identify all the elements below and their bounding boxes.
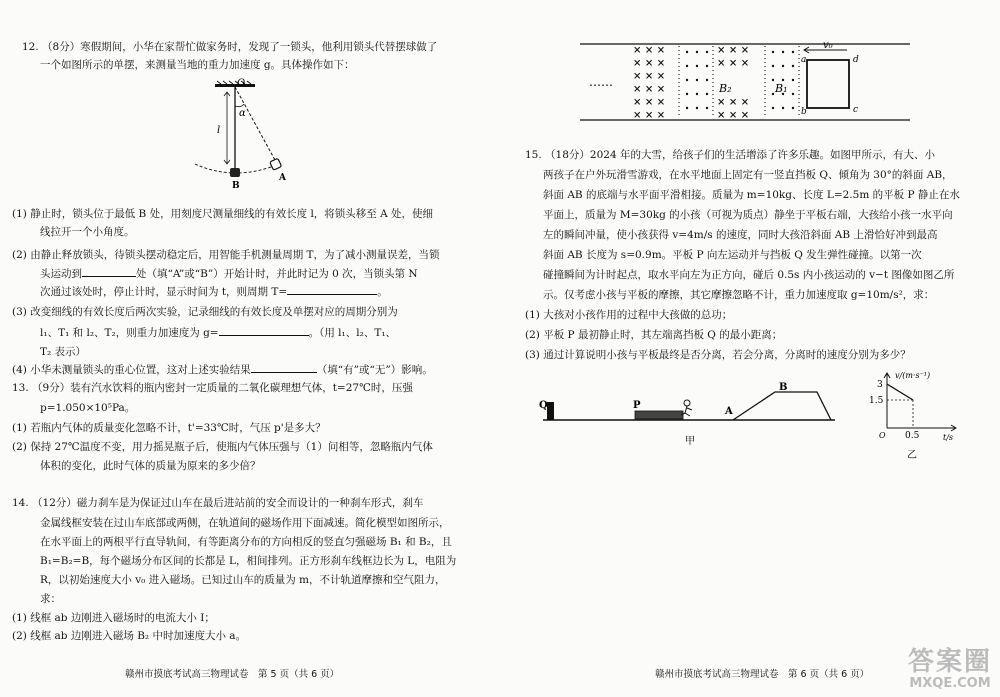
q12-part3-line2 [40,325,396,340]
q15-part1: (1) 大孩对小孩作用的过程中大孩做的总功； [525,309,733,321]
q12-part3-line3: T₂ 表示） [40,346,87,358]
q15-line5: 左的瞬间冲量，使小孩获得 v=4m/s 的速度，同时大孩沿斜面 AB 上滑恰好冲到最高 [543,229,938,241]
continuation-dots: …… [589,75,613,89]
q13-part2-cont: 体积的变化，此时气体的质量为原来的多少倍？ [40,460,261,472]
svg-text:× × ×: × × × [633,71,666,82]
footer-page6: 赣州市摸底考试高三物理试卷 第 6 页（共 6 页） [655,669,870,680]
q12-part1: (1) 静止时，锁头位于最低 B 处，用刻度尺测量细线的有效长度 l，将锁头移至 A 处，使细 [12,208,434,220]
q14-line2: 金属线框安装在过山车底部或两侧，在轨道间的磁场作用下面减速。简化模型如图所示， [40,517,450,529]
slope-ab [733,392,831,420]
q14-line1: 14. （12分）磁力刹车是为保证过山车在最后进站前的安全而设计的一种刹车形式，刹车 [12,497,424,509]
svg-text:× × ×: × × × [633,45,666,56]
q14-part2: (2) 线框 ab 边刚进入磁场 B₂ 中时加速度大小 a。 [12,630,247,642]
label-b: B [232,181,240,190]
q12-part3: (3) 改变细线的有效长度后两次实验，记录细线的有效长度及单摆对应的周期分别为 [12,306,398,318]
label-p: P [633,400,641,411]
label-c: c [853,105,859,115]
q12-heading-cont: 一个如图所示的单摆，来测量当地的重力加速度 g。具体操作如下： [40,59,355,71]
vt-graph [855,368,975,473]
q14-line6: 求： [40,593,61,605]
label-a: A [725,406,733,417]
axis-t-label: t/s [943,433,954,442]
label-a: A [279,173,286,183]
plank-p [635,411,683,419]
q13-heading: 13. （9分）装有汽水饮料的瓶内密封一定质量的二氧化碳理想气体，t=27℃时，压强 [12,382,413,394]
answer-blank [219,325,309,336]
label-b: B [779,382,788,393]
svg-text:× × ×: × × × [717,58,750,69]
q12-part1-cont: 线拉开一个小角度。 [40,226,135,238]
svg-text:× × ×: × × × [633,110,666,121]
q15-line8: 示。仅考虑小孩与平板的摩擦，其它摩擦忽略不计，重力加速度取 g=10m/s²，求： [543,289,935,301]
watermark-cn: 答案圈 [907,647,992,677]
origin-label: O [879,431,886,440]
q14-part1: (1) 线框 ab 边刚进入磁场时的电流大小 I； [12,612,215,624]
watermark-en: MXQE.COM [909,676,991,691]
q15-line2: 两孩子在户外玩滑雪游戏，在水平地面上固定有一竖直挡板 Q、倾角为 30°的斜面 AB， [543,169,953,181]
label-a: a [801,55,807,65]
label-l: l [217,125,221,136]
q15-part3: (3) 通过计算说明小孩与平板最终是否分离，若会分离，分离时的速度分别为多少？ [525,349,911,361]
axis-v-label: v/(m·s⁻¹) [895,371,931,380]
label-b1: B₁ [775,82,788,95]
svg-text:× × ×: × × × [633,97,666,108]
answer-blank [287,284,377,295]
q15-part2: (2) 平板 P 最初静止时，其左端离挡板 Q 的最小距离； [525,329,783,341]
q12-part2-line3 [40,284,388,299]
q12-p4-text: (4) 小华未测量锁头的重心位置，这对上述实验结果 [12,364,251,376]
tick-1-5: 1.5 [869,396,884,406]
q14-line5: R，以初始速度大小 v₀ 进入磁场。已知过山车的质量为 m，不计轨道摩擦和空气阻力， [40,574,446,586]
footer-page5: 赣州市摸底考试高三物理试卷 第 5 页（共 6 页） [125,669,340,680]
pendulum-figure [195,78,315,190]
answer-blank [82,266,136,277]
q12-p3-text: l₁、T₁ 和 l₂、T₂，则重力加速度为 g= [40,327,219,339]
q12-p2-text4: 。 [377,286,388,298]
q12-p2-text3: 次通过该处时，停止计时，显示时间为 t，则周期 T= [40,286,288,298]
svg-text:× × ×: × × × [717,45,750,56]
q12-p3-text2: 。（用 l₁、l₂、T₁、 [308,327,397,339]
svg-text:× × ×: × × × [633,84,666,95]
label-alpha: α [239,108,246,119]
label-b: b [801,107,807,117]
q12-part2: (2) 由静止释放锁头，待锁头摆动稳定后，用智能手机测量周期 T，为了减小测量误差，当锁 [12,249,440,261]
q14-line3: 在水平面上的两根平行直导轨间，有等距离分布的方向相反的竖直匀强磁场 B₁ 和 B₂，且 [40,536,452,548]
q12-heading: 12. （8分）寒假期间，小华在家帮忙做家务时，发现了一锁头，他利用锁头代替摆球做了 [22,41,438,53]
q12-part4 [12,362,433,377]
svg-text:× × ×: × × × [717,97,750,108]
site-watermark [908,648,992,691]
ski-scene-figure [535,380,845,450]
q12-part2-line2 [40,266,418,281]
q12-p4-text2: （填“有”或“无”）影响。 [316,364,433,376]
q13-part2: (2) 保持 27℃温度不变，用力摇晃瓶子后，使瓶内气体压强与（1）问相等，忽略瓶内气体 [12,441,433,453]
q15-line6: 斜面 AB 长度为 s=0.9m。平板 P 向左运动并与挡板 Q 发生弹性碰撞。以第一次 [543,249,922,261]
svg-text:× × ×: × × × [717,110,750,121]
page-6 [505,0,1000,697]
barrier-q [547,402,554,420]
magnetic-brake-figure [575,36,915,126]
label-v0: v₀ [823,40,833,51]
tick-0-5: 0.5 [905,431,920,441]
svg-text:× × ×: × × × [633,58,666,69]
q13-heading-cont: p=1.050×10⁵Pa。 [40,402,136,414]
answer-blank [251,362,317,373]
caption-jia: 甲 [685,436,695,447]
label-d: d [853,55,859,65]
label-q: Q [539,400,548,411]
vt-line [887,384,913,400]
q15-line1: 15. （18分）2024 年的大雪，给孩子们的生活增添了许多乐趣。如图甲所示，有大、小 [525,149,935,161]
label-b2: B₂ [719,82,732,95]
q15-line3: 斜面 AB 的底端与水平面平滑相接。质量为 m=10kg、长度 L=2.5m 的平板 P 静止在水 [543,189,960,201]
tick-3: 3 [877,380,883,390]
q15-line4: 平面上，质量为 M=30kg 的小孩（可视为质点）静坐于平板右端，大孩给小孩一水平向 [543,209,953,221]
q12-p2-text2: 处（填“A”或“B”）开始计时，并此时记为 0 次，当锁头第 N [136,268,418,280]
caption-yi: 乙 [907,450,917,461]
q14-line4: B₁=B₂=B，每个磁场分布区间的长都是 L，相间排列。正方形刹车线框边长为 L，电阻为 [40,555,457,567]
q13-part1: (1) 若瓶内气体的质量变化忽略不计，t'=33℃时，气压 p'是多大？ [12,422,326,434]
label-o: O [237,78,246,89]
q12-p2-text: 头运动到 [40,268,82,280]
q15-line7: 碰撞瞬间为计时起点，取水平向左为正方向，碰后 0.5s 内小孩运动的 v−t 图像如图乙所 [543,269,955,281]
